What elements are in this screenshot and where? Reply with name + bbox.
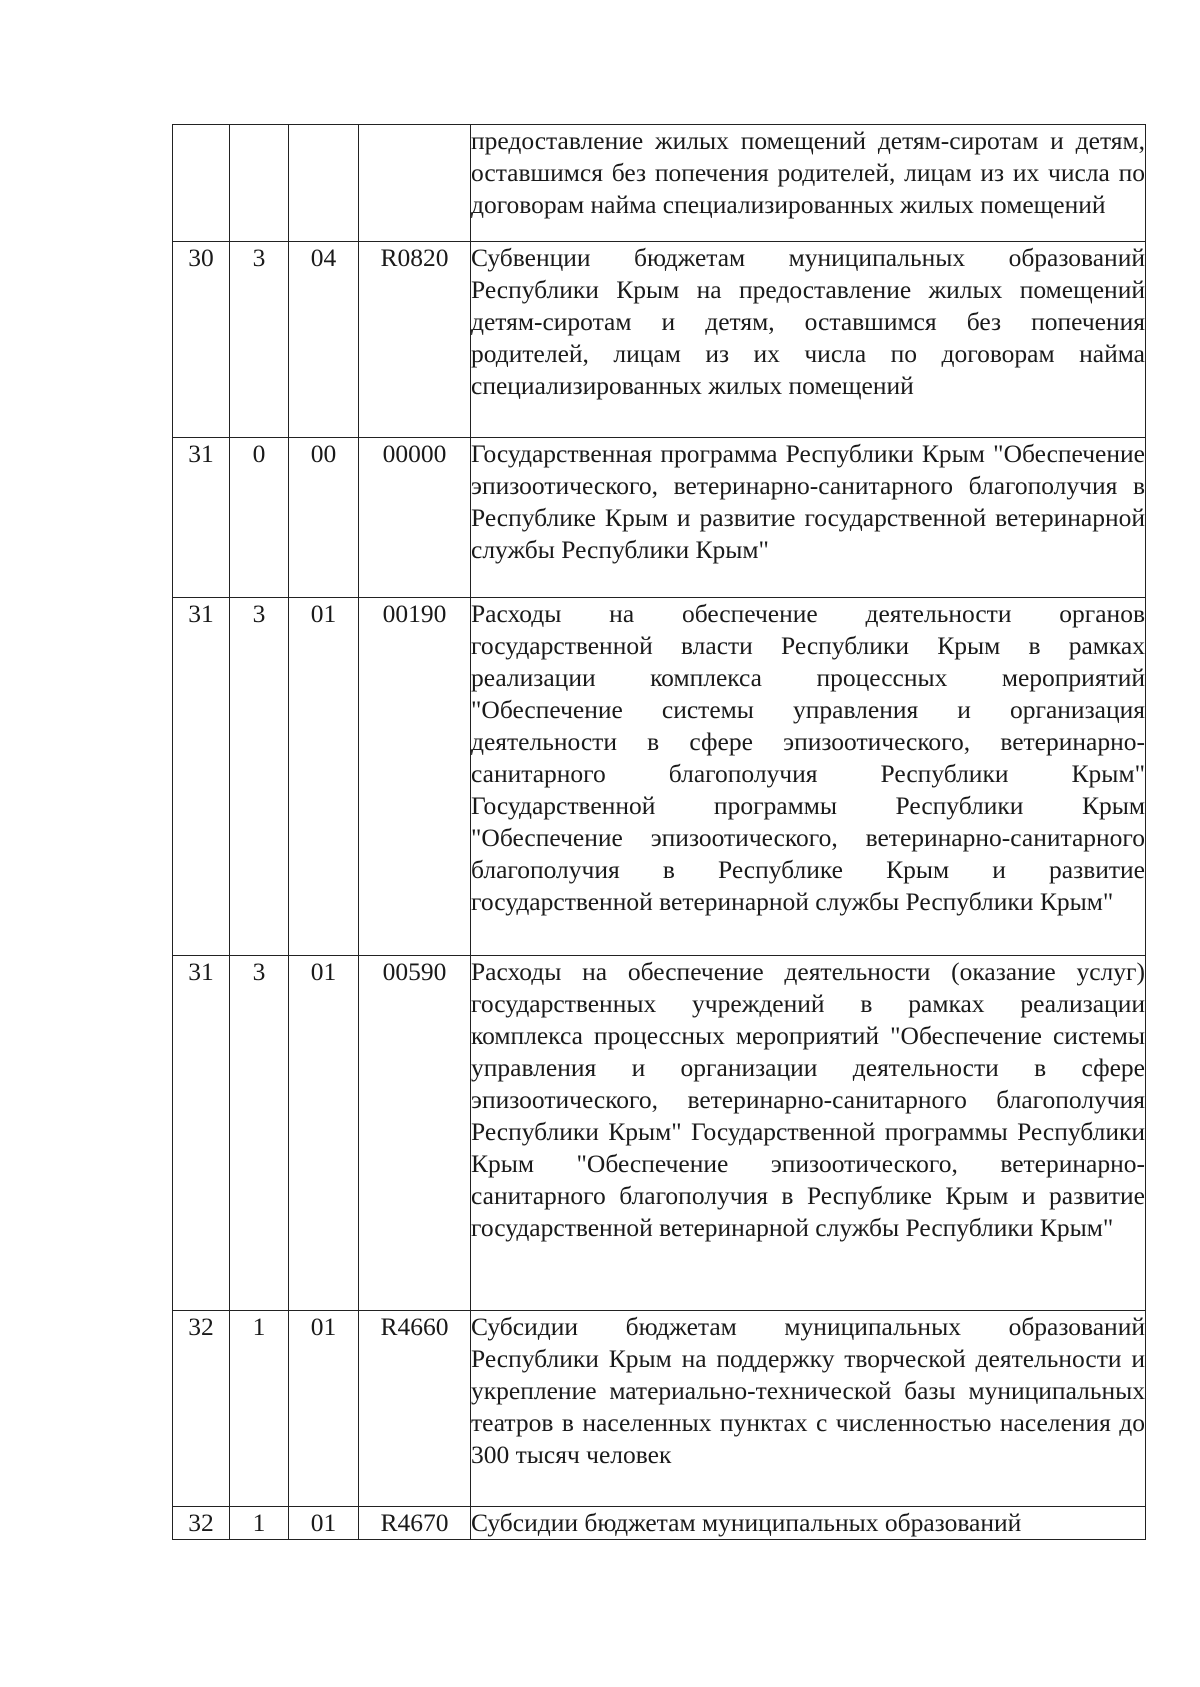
code-cell-1 bbox=[173, 125, 230, 242]
description-cell: Субсидии бюджетам муниципальных образований Республики Крым на поддержку творческой деятельности и укрепление материально-технической базы муниципальных театров в населенных пунктах с численностью населения до 300 тысяч человек bbox=[471, 1311, 1146, 1507]
table-row bbox=[173, 598, 1146, 956]
code-cell-3: 01 bbox=[289, 1311, 359, 1507]
code-cell-3: 01 bbox=[289, 956, 359, 1311]
code-cell-4: 00190 bbox=[359, 598, 471, 956]
description-cell: Субсидии бюджетам муниципальных образований bbox=[471, 1507, 1146, 1540]
code-cell-3: 01 bbox=[289, 1507, 359, 1540]
code-cell-1: 32 bbox=[173, 1507, 230, 1540]
table-row bbox=[173, 956, 1146, 1311]
code-cell-2 bbox=[230, 125, 289, 242]
code-cell-4: R0820 bbox=[359, 242, 471, 438]
code-cell-2: 0 bbox=[230, 438, 289, 598]
table-row bbox=[173, 438, 1146, 598]
budget-classification-table bbox=[172, 124, 1146, 1540]
code-cell-4 bbox=[359, 125, 471, 242]
code-cell-1: 32 bbox=[173, 1311, 230, 1507]
code-cell-4: R4670 bbox=[359, 1507, 471, 1540]
description-cell: Государственная программа Республики Крым "Обеспечение эпизоотического, ветеринарно-санитарного благополучия в Республике Крым и развитие государственной ветеринарной службы Республики Крым" bbox=[471, 438, 1146, 598]
code-cell-1: 31 bbox=[173, 956, 230, 1311]
code-cell-4: R4660 bbox=[359, 1311, 471, 1507]
code-cell-3 bbox=[289, 125, 359, 242]
code-cell-3: 04 bbox=[289, 242, 359, 438]
code-cell-1: 30 bbox=[173, 242, 230, 438]
description-cell: Расходы на обеспечение деятельности органов государственной власти Республики Крым в рамках реализации комплекса процессных мероприятий "Обеспечение системы управления и организация деятельности в сфере эпизоотического, ветеринарно-санитарного благополучия Республики Крым" Государственной программы Республики Крым "Обеспечение эпизоотического, ветеринарно-санитарного благополучия в Республике Крым и развитие государственной ветеринарной службы Республики Крым" bbox=[471, 598, 1146, 956]
table-row bbox=[173, 242, 1146, 438]
code-cell-4: 00000 bbox=[359, 438, 471, 598]
table-row bbox=[173, 125, 1146, 242]
code-cell-1: 31 bbox=[173, 438, 230, 598]
description-cell: Субвенции бюджетам муниципальных образований Республики Крым на предоставление жилых помещений детям-сиротам и детям, оставшимся без попечения родителей, лицам из их числа по договорам найма специализированных жилых помещений bbox=[471, 242, 1146, 438]
table-row bbox=[173, 1311, 1146, 1507]
description-cell: предоставление жилых помещений детям-сиротам и детям, оставшимся без попечения родителей, лицам из их числа по договорам найма специализированных жилых помещений bbox=[471, 125, 1146, 242]
code-cell-2: 3 bbox=[230, 242, 289, 438]
code-cell-3: 01 bbox=[289, 598, 359, 956]
description-cell: Расходы на обеспечение деятельности (оказание услуг) государственных учреждений в рамках реализации комплекса процессных мероприятий "Обеспечение системы управления и организации деятельности в сфере эпизоотического, ветеринарно-санитарного благополучия Республики Крым" Государственной программы Республики Крым "Обеспечение эпизоотического, ветеринарно-санитарного благополучия в Республике Крым и развитие государственной ветеринарной службы Республики Крым" bbox=[471, 956, 1146, 1311]
code-cell-1: 31 bbox=[173, 598, 230, 956]
code-cell-2: 3 bbox=[230, 598, 289, 956]
code-cell-2: 1 bbox=[230, 1507, 289, 1540]
code-cell-2: 1 bbox=[230, 1311, 289, 1507]
code-cell-4: 00590 bbox=[359, 956, 471, 1311]
code-cell-3: 00 bbox=[289, 438, 359, 598]
table-row bbox=[173, 1507, 1146, 1540]
code-cell-2: 3 bbox=[230, 956, 289, 1311]
